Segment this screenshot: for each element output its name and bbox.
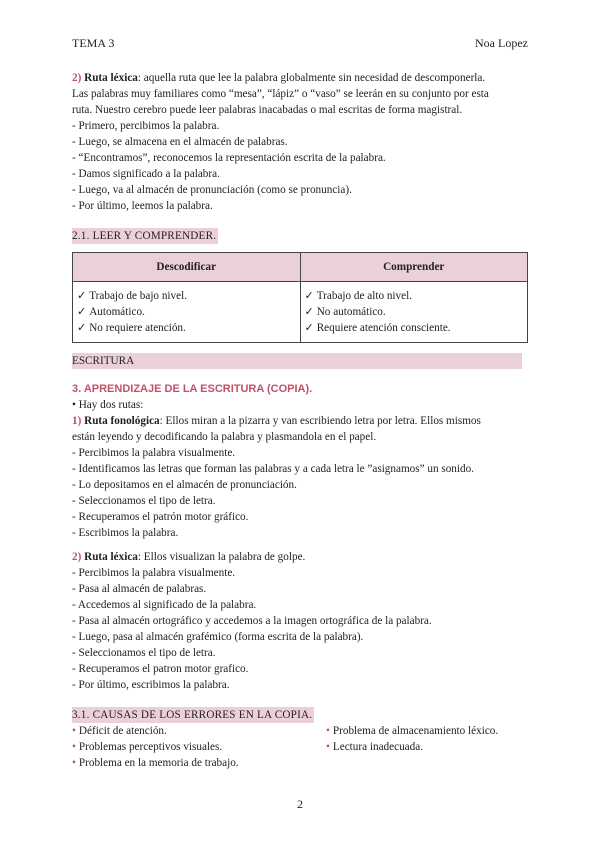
list-item: - Escribimos la palabra.	[72, 527, 179, 539]
bullet-icon: •	[72, 725, 76, 737]
section-bar-escritura: ESCRITURA	[72, 353, 522, 369]
table-item: ✓ No automático.	[304, 305, 386, 318]
header-author: Noa Lopez	[475, 36, 528, 50]
list-item: - Por último, leemos la palabra.	[72, 200, 213, 212]
list-item: - Por último, escribimos la palabra.	[72, 679, 230, 691]
ruta-lexica-escritura-label: Ruta léxica	[84, 551, 138, 563]
section-heading-leer-comprender: 2.1. LEER Y COMPRENDER.	[72, 230, 217, 242]
table-header-comprender: Comprender	[300, 253, 528, 282]
list-item: - Recuperamos el patrón motor gráfico.	[72, 511, 249, 523]
list-item: - Seleccionamos el tipo de letra.	[72, 647, 216, 659]
check-icon: ✓	[77, 305, 87, 318]
table-item: ✓ Requiere atención consciente.	[304, 321, 451, 334]
causas-list	[72, 723, 528, 771]
ruta-fonologica-intro-2: están leyendo y decodificando la palabra y plasmandola en el papel.	[72, 431, 377, 443]
causas-left-column	[72, 723, 326, 771]
table-item: ✓ Trabajo de bajo nivel.	[77, 289, 187, 302]
header-topic: TEMA 3	[72, 36, 115, 50]
list-item: - Seleccionamos el tipo de letra.	[72, 495, 216, 507]
list-item: - Pasa al almacén ortográfico y accedemos a la imagen ortográfica de la palabra.	[72, 615, 432, 627]
ruta-lexica-label: Ruta léxica	[84, 72, 138, 84]
ruta-fonologica-number: 1)	[72, 415, 82, 427]
table-cell-comprender	[300, 282, 528, 343]
ruta-lexica-intro	[72, 70, 528, 86]
bullet-icon: •	[326, 741, 330, 753]
list-item: - Percibimos la palabra visualmente.	[72, 447, 236, 459]
check-icon: ✓	[77, 289, 87, 302]
list-item: - Damos significado a la palabra.	[72, 168, 220, 180]
ruta-fonologica-intro: 1) Ruta fonológica: Ellos miran a la pizarra y van escribiendo letra por letra. Ellos mismos	[72, 415, 481, 427]
ruta-lexica-escritura-intro: 2) Ruta léxica: Ellos visualizan la palabra de golpe.	[72, 551, 306, 563]
bullet-icon: •	[72, 741, 76, 753]
table-item: ✓ Trabajo de alto nivel.	[304, 289, 413, 302]
ruta-lexica-intro-3: ruta. Nuestro cerebro puede leer palabras inacabadas o mal escritas de forma magistral.	[72, 104, 463, 116]
list-item: - Recuperamos el patron motor grafico.	[72, 663, 249, 675]
ruta-lexica-intro-1: : aquella ruta que lee la palabra globalmente sin necesidad de descomponerla.	[137, 72, 486, 84]
list-item: - Primero, percibimos la palabra.	[72, 120, 220, 132]
page-content	[72, 70, 528, 771]
rutas-bullet: • Hay dos rutas:	[72, 399, 144, 411]
list-item: - Luego, se almacena en el almacén de palabras.	[72, 136, 288, 148]
table-cell-descodificar	[73, 282, 301, 343]
check-icon: ✓	[304, 289, 314, 302]
table-header-descodificar: Descodificar	[73, 253, 301, 282]
ruta-lexica-number: 2)	[72, 72, 82, 84]
comparison-table	[72, 252, 528, 343]
list-item: • Lectura inadecuada.	[326, 741, 423, 753]
list-item: • Problema de almacenamiento léxico.	[326, 725, 499, 737]
ruta-fonologica-label: Ruta fonológica	[84, 415, 160, 427]
list-item: - Luego, pasa al almacén grafémico (forma escrita de la palabra).	[72, 631, 364, 643]
table-item: ✓ Automático.	[77, 305, 145, 318]
list-item: • Déficit de atención.	[72, 725, 167, 737]
bullet-icon: •	[72, 757, 76, 769]
page-number: 2	[297, 797, 303, 811]
bullet-icon: •	[326, 725, 330, 737]
causas-right-column	[326, 723, 528, 771]
section-title-aprendizaje: 3. APRENDIZAJE DE LA ESCRITURA (COPIA).	[72, 383, 313, 395]
check-icon: ✓	[77, 321, 87, 334]
list-item: - Pasa al almacén de palabras.	[72, 583, 207, 595]
section-heading-causas: 3.1. CAUSAS DE LOS ERRORES EN LA COPIA.	[72, 709, 313, 721]
list-item: - Lo depositamos en el almacén de pronunciación.	[72, 479, 297, 491]
list-item: • Problemas perceptivos visuales.	[72, 741, 223, 753]
check-icon: ✓	[304, 305, 314, 318]
ruta-lexica-intro-2: Las palabras muy familiares como “mesa”, “lápiz” o “vaso” se leerán en su conjunto por esta	[72, 88, 489, 100]
list-item: - Accedemos al significado de la palabra.	[72, 599, 257, 611]
list-item: - Percibimos la palabra visualmente.	[72, 567, 236, 579]
ruta-lexica-escritura-number: 2)	[72, 551, 82, 563]
list-item: - “Encontramos”, reconocemos la representación escrita de la palabra.	[72, 152, 386, 164]
list-item: • Problema en la memoria de trabajo.	[72, 757, 239, 769]
list-item: - Identificamos las letras que forman las palabras y a cada letra le ”asignamos” un sonido.	[72, 463, 474, 475]
check-icon: ✓	[304, 321, 314, 334]
list-item: - Luego, va al almacén de pronunciación (como se pronuncia).	[72, 184, 352, 196]
table-item: ✓ No requiere atención.	[77, 321, 186, 334]
